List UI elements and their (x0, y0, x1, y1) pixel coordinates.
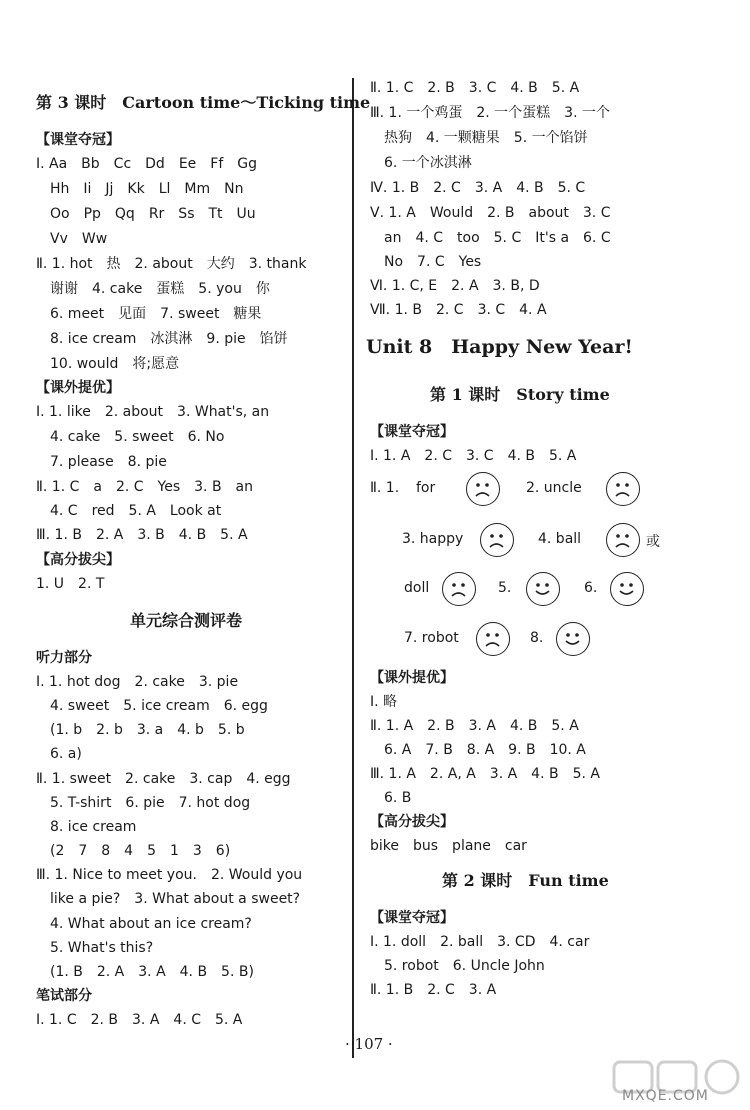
page-number: · 107 · (345, 1035, 393, 1053)
face-label: 8. (530, 630, 544, 646)
answer-line: (1. b 2. b 3. a 4. b 5. b (36, 722, 245, 738)
answer-line: Ⅲ. 1. B 2. A 3. B 4. B 5. A (36, 527, 248, 543)
lesson1-title: 第 1 课时 Story time (430, 385, 610, 404)
happy-face-icon (556, 622, 590, 656)
unit-title: Unit 8 Happy New Year! (366, 336, 633, 358)
face-label: 6. (584, 580, 598, 596)
answer-line: (2 7 8 4 5 1 3 6) (36, 843, 231, 859)
answer-line: 6. 一个冰淇淋 (370, 155, 472, 171)
answer-line: Hh Ii Jj Kk Ll Mm Nn (36, 181, 244, 197)
face-label: 5. (498, 580, 512, 596)
face-label: 2. uncle (526, 480, 582, 496)
answer-line: 8. ice cream (36, 819, 137, 835)
listening-title: 听力部分 (36, 650, 92, 666)
face-label: doll (404, 580, 430, 596)
answer-line: 热狗 4. 一颗糖果 5. 一个馅饼 (370, 130, 588, 146)
answer-line: 4. C red 5. A Look at (36, 503, 222, 519)
answer-line: Ⅱ. 1. A 2. B 3. A 4. B 5. A (370, 718, 579, 734)
answer-line: 4. sweet 5. ice cream 6. egg (36, 698, 268, 714)
answer-line: 4. What about an ice cream? (36, 916, 252, 932)
answer-line: 1. U 2. T (36, 576, 105, 592)
answer-line: 8. ice cream 冰淇淋 9. pie 馅饼 (36, 331, 288, 347)
answer-line: No 7. C Yes (370, 254, 482, 270)
column-divider (352, 78, 354, 1058)
answer-line: Ⅰ. 1. hot dog 2. cake 3. pie (36, 674, 239, 690)
section-title-extra: 【课外提优】 (370, 670, 454, 686)
section-title-top: 【高分拔尖】 (36, 552, 120, 568)
answer-line: 6. meet 见面 7. sweet 糖果 (36, 306, 262, 322)
answer-line: Ⅲ. 1. A 2. A, A 3. A 4. B 5. A (370, 766, 600, 782)
answer-line: 5. T-shirt 6. pie 7. hot dog (36, 795, 251, 811)
section-title-top: 【高分拔尖】 (370, 814, 454, 830)
happy-face-icon (610, 572, 644, 606)
lesson-title: 第 3 课时 Cartoon time～Ticking time (36, 93, 371, 112)
answer-line: (1. B 2. A 3. A 4. B 5. B) (36, 964, 254, 980)
answer-line: Ⅱ. 1. B 2. C 3. A (370, 982, 497, 998)
section-title-extra: 【课外提优】 (36, 380, 120, 396)
sad-face-icon (466, 472, 500, 506)
face-label: 4. ball (538, 531, 582, 547)
answer-line: like a pie? 3. What about a sweet? (36, 891, 301, 907)
answer-line: an 4. C too 5. C It's a 6. C (370, 230, 611, 246)
answer-line: Ⅰ. 1. like 2. about 3. What's, an (36, 404, 270, 420)
answer-line: Ⅵ. 1. C, E 2. A 3. B, D (370, 278, 540, 294)
sad-face-icon (606, 472, 640, 506)
answer-line: 4. cake 5. sweet 6. No (36, 429, 225, 445)
answer-line: 6. A 7. B 8. A 9. B 10. A (370, 742, 586, 758)
answer-line: Ⅱ. 1. C 2. B 3. C 4. B 5. A (370, 80, 580, 96)
answer-line: Ⅴ. 1. A Would 2. B about 3. C (370, 205, 611, 221)
writing-title: 笔试部分 (36, 988, 92, 1004)
answer-line: Ⅲ. 1. 一个鸡蛋 2. 一个蛋糕 3. 一个 (370, 105, 610, 121)
section-title-classroom: 【课堂夺冠】 (370, 910, 454, 926)
answer-line: Ⅱ. 1. hot 热 2. about 大约 3. thank (36, 256, 307, 272)
answer-line: Ⅱ. 1. C a 2. C Yes 3. B an (36, 479, 253, 495)
answer-line: Ⅰ. 1. doll 2. ball 3. CD 4. car (370, 934, 590, 950)
answer-line: Ⅱ. 1. sweet 2. cake 3. cap 4. egg (36, 771, 291, 787)
answer-line: Ⅶ. 1. B 2. C 3. C 4. A (370, 302, 547, 318)
sad-face-icon (480, 523, 514, 557)
sad-face-icon (476, 622, 510, 656)
answer-line: 6. a) (36, 746, 82, 762)
sad-face-icon (442, 572, 476, 606)
answer-line: 6. B (370, 790, 412, 806)
answer-line: Ⅰ. Aa Bb Cc Dd Ee Ff Gg (36, 156, 257, 172)
answer-line: 10. would 将;愿意 (36, 356, 180, 372)
face-label: 3. happy (402, 531, 464, 547)
section-title-classroom: 【课堂夺冠】 (36, 132, 120, 148)
answer-line: 5. robot 6. Uncle John (370, 958, 545, 974)
happy-face-icon (526, 572, 560, 606)
unit-test-title: 单元综合测评卷 (130, 611, 243, 630)
answer-line: Ⅰ. 1. A 2. C 3. C 4. B 5. A (370, 448, 577, 464)
section-title-classroom: 【课堂夺冠】 (370, 424, 454, 440)
face-or: 或 (646, 534, 660, 550)
answer-line: Ⅲ. 1. Nice to meet you. 2. Would you (36, 867, 303, 883)
face-label: 7. robot (404, 630, 459, 646)
answer-line: Ⅰ. 略 (370, 694, 398, 710)
lesson2-title: 第 2 课时 Fun time (442, 871, 609, 890)
answer-line: Vv Ww (36, 231, 108, 247)
answer-line: 5. What's this? (36, 940, 154, 956)
face-row-prefix: Ⅱ. 1. (370, 480, 400, 496)
face-label: for (416, 480, 436, 496)
answer-line: 7. please 8. pie (36, 454, 167, 470)
watermark-text: MXQE.COM (622, 1088, 709, 1104)
answer-line: Ⅰ. 1. C 2. B 3. A 4. C 5. A (36, 1012, 243, 1028)
answer-line: bike bus plane car (370, 838, 527, 854)
answer-line: Oo Pp Qq Rr Ss Tt Uu (36, 206, 256, 222)
answer-line: Ⅳ. 1. B 2. C 3. A 4. B 5. C (370, 180, 586, 196)
sad-face-icon (606, 523, 640, 557)
answer-line: 谢谢 4. cake 蛋糕 5. you 你 (36, 281, 270, 297)
